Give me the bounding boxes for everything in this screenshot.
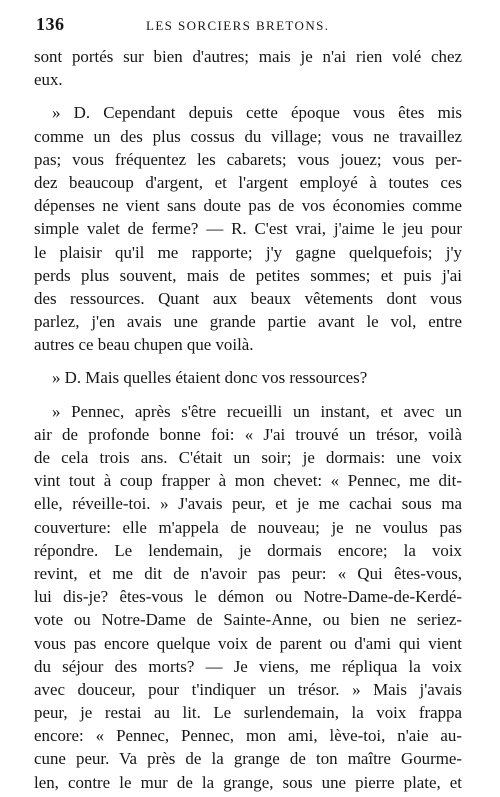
text-line: couverture: elle m'appela de nouveau; je ne voulus pas: [34, 517, 462, 537]
text-line: de cela trois ans. C'était un soir; je dormais: une voix: [34, 448, 462, 467]
text-line: dez beaucoup d'argent, et l'argent employé à toutes ces: [34, 172, 462, 192]
text-line: simple valet de ferme? — R. C'est vrai, j'aime le jeu pour: [34, 219, 462, 239]
page-number: 136: [36, 14, 65, 34]
paragraph-gap: [34, 356, 462, 366]
text-line: sont portés sur bien d'autres; mais je n'ai rien volé chez: [34, 47, 462, 66]
text-line: » Pennec, après s'être recueilli un instant, et avec un: [52, 401, 462, 421]
text-line: encore: « Pennec, Pennec, mon ami, lève-toi, n'aie au-: [34, 726, 462, 746]
text-line: comme un des plus cossus du village; vous ne travaillez: [34, 126, 462, 146]
text-line: vote ou Notre-Dame de Sainte-Anne, ou bien ne seriez-: [34, 610, 462, 630]
text-line: le plaisir qu'il me rapporte; j'y gagne quelquefois; j'y: [34, 242, 462, 262]
text-line: elle, réveille-toi. » J'avais peur, et je me cachai sous ma: [34, 494, 462, 514]
text-line: avec douceur, pour t'indiquer un trésor. » Mais j'avais: [34, 679, 462, 699]
text-line: autres ce beau chupen que voilà.: [34, 335, 254, 355]
text-line: » D. Cependant depuis cette époque vous êtes mis: [52, 103, 462, 123]
text-line: len, contre le mur de la grange, sous une pierre plate, et: [34, 772, 462, 792]
paragraph-gap: [34, 91, 462, 101]
running-head: LES SORCIERS BRETONS.: [146, 18, 330, 33]
text-line: peur, je restai au lit. Le surlendemain, la voix frappa: [34, 703, 462, 723]
text-line: du séjour des morts? — Je viens, me répliqua la voix: [34, 656, 462, 676]
text-line: dépenses ne vient sans doute pas de vos économies comme: [34, 196, 462, 216]
page-header: [36, 14, 480, 36]
text-line: perds plus souvent, mais de petites sommes; et puis j'ai: [34, 265, 462, 285]
text-line: » D. Mais quelles étaient donc vos ressources?: [52, 368, 368, 388]
paragraph-gap: [34, 390, 462, 400]
text-line: vous pas encore quelque voix de parent ou d'ami qui vient: [34, 633, 462, 653]
text-line: vint tout à coup frapper à mon chevet: « Pennec, me dit-: [34, 471, 462, 491]
text-line: répondre. Le lendemain, je dormais encore; la voix: [34, 540, 462, 560]
text-line: revint, et me dit de n'avoir pas peur: « Qui êtes-vous,: [34, 563, 462, 583]
body-text: [34, 45, 462, 794]
text-line: air de profonde bonne foi: « J'ai trouvé un trésor, voilà: [34, 424, 462, 444]
text-line: des ressources. Quant aux beaux vêtements dont vous: [34, 288, 462, 308]
text-line: parlez, j'en avais une grande partie avant le vol, entre: [34, 312, 462, 332]
text-line: lui dis-je? êtes-vous le démon ou Notre-Dame-de-Kerdé-: [34, 587, 462, 607]
text-line: cune peur. Va près de la grange de ton maître Gourme-: [34, 749, 462, 769]
text-line: pas; vous fréquentez les cabarets; vous jouez; vous per-: [34, 149, 462, 169]
text-line: eux.: [34, 70, 63, 90]
